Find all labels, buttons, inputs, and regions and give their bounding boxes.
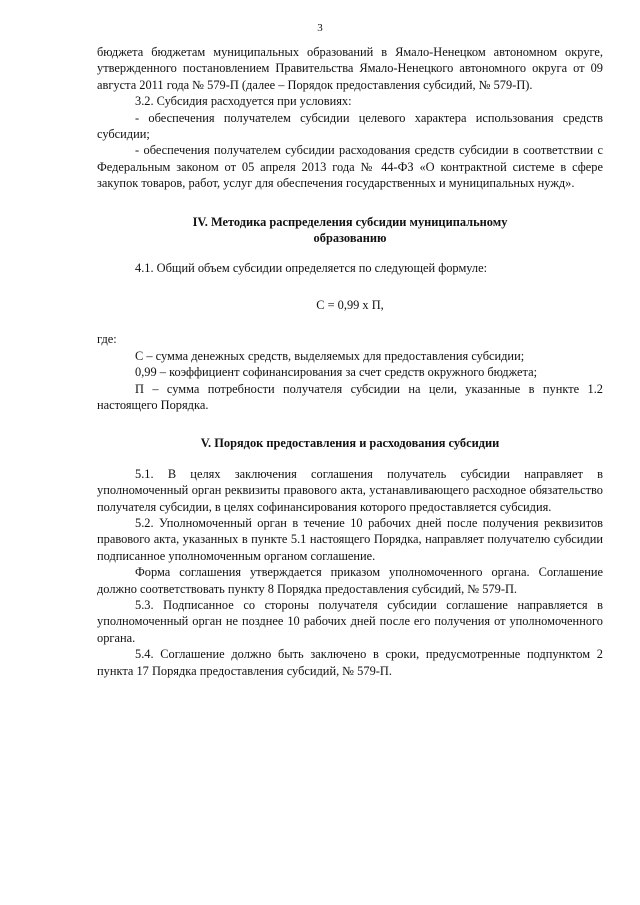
- intro-paragraph-continued: бюджета бюджетам муниципальных образований в Ямало-Ненецком автономном округе, утвержденного постановлением Правительства Ямало-Ненецкого автономного округа от 09 августа 2011 года № 579-П (далее – Порядок предоставления субсидий, № 579-П).: [97, 45, 603, 92]
- where-label: где:: [97, 332, 117, 347]
- clause-5-3: 5.3. Подписанное со стороны получателя субсидии соглашение направляется в уполномоченный орган не позднее 10 рабочих дней после его получения от уполномоченного органа.: [97, 597, 603, 645]
- agreement-form-paragraph: Форма соглашения утверждается приказом уполномоченного органа. Соглашение должно соответствовать пункту 8 Порядка предоставления субсидий, № 579-П.: [97, 565, 603, 596]
- spacer: [97, 313, 603, 331]
- clause-3-2: 3.2. Субсидия расходуется при условиях:: [135, 94, 352, 109]
- spacer: [97, 246, 603, 260]
- spacer: [97, 192, 603, 214]
- definition-p: П – сумма потребности получателя субсидии на цели, указанные в пункте 1.2 настоящего Порядка.: [97, 381, 603, 412]
- section-4-heading-line-1: IV. Методика распределения субсидии муниципальному: [192, 214, 508, 229]
- definition-coefficient: 0,99 – коэффициент софинансирования за счет средств окружного бюджета;: [135, 365, 538, 380]
- spacer: [97, 413, 603, 435]
- document-body: [97, 44, 603, 679]
- clause-4-1: 4.1. Общий объем субсидии определяется по следующей формуле:: [135, 261, 488, 276]
- clause-5-1: 5.1. В целях заключения соглашения получатель субсидии направляет в уполномоченный орган реквизиты правового акта, устанавливающего расходное обязательство получателя субсидии, в целях софинансирования которого предоставляется субсидия.: [97, 466, 603, 514]
- spacer: [97, 277, 603, 297]
- condition-item-2: - обеспечения получателем субсидии расходования средств субсидии в соответствии с Федеральным законом от 05 апреля 2013 года № 44-ФЗ «О контрактной системе в сфере закупок товаров, работ, услуг для обеспечения государственных и муниципальных нужд».: [97, 143, 603, 191]
- formula: С = 0,99 х П,: [316, 297, 384, 312]
- definition-c: С – сумма денежных средств, выделяемых для предоставления субсидии;: [135, 348, 525, 363]
- section-4-heading-line-2: образованию: [313, 231, 387, 246]
- page-number: 3: [317, 22, 323, 34]
- clause-5-2: 5.2. Уполномоченный орган в течение 10 рабочих дней после получения реквизитов правового акта, указанных в пункте 5.1 настоящего Порядка, направляет получателю субсидии подписанное уполномоченным органом соглашение.: [97, 515, 603, 563]
- section-5-heading: V. Порядок предоставления и расходования субсидии: [200, 436, 500, 451]
- spacer: [97, 452, 603, 466]
- clause-5-4: 5.4. Соглашение должно быть заключено в сроки, предусмотренные подпунктом 2 пункта 17 Порядка предоставления субсидий, № 579-П.: [97, 647, 603, 678]
- condition-item-1: - обеспечения получателем субсидии целевого характера использования средств субсидии;: [97, 110, 603, 142]
